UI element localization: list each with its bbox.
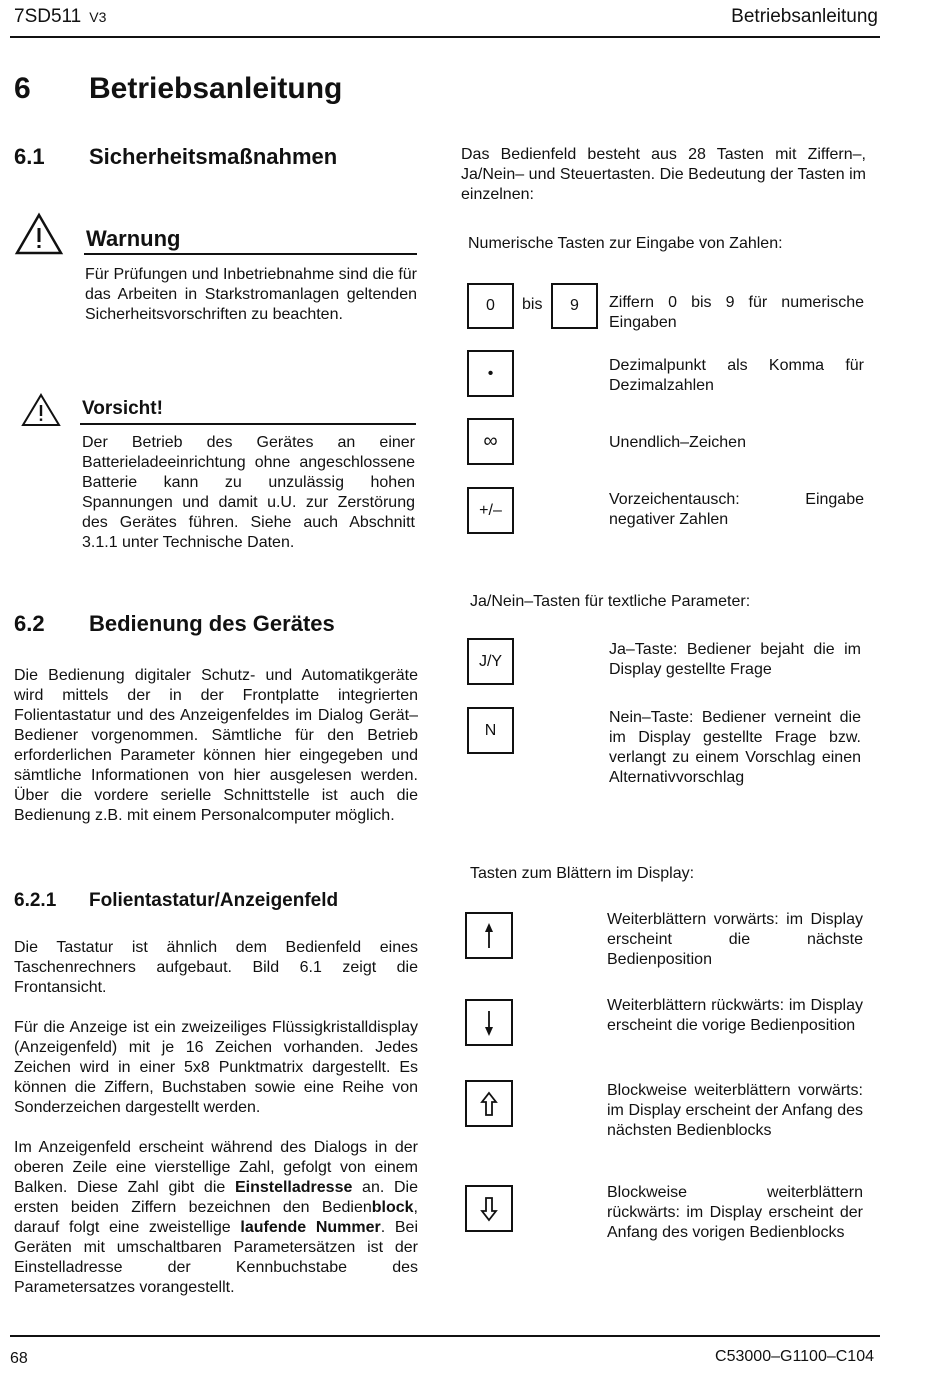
paragraph-address: Im Anzeigenfeld erscheint während des Dialogs in der oberen Zeile eine vierstellige Zahl, gefolgt von einem Balken. Diese Zahl gibt die Einstelladresse an. Die ersten beiden Ziffern bezeichnen den Bedienblock, darauf folgt eine zweistellige laufende Nummer. Bei Geräten mit umschaltbaren Parametersätzen ist der Einstelladresse der Kennbuchstabe des Parametersatzes vorangestellt. [14, 1139, 419, 1296]
desc-block-forward: Blockweise weiterblättern vorwärts: im Display erscheint der Anfang des nächsten Bedienblocks [607, 1082, 863, 1139]
section-title: Folientastatur/Anzeigenfeld [89, 890, 339, 911]
desc-scroll-forward: Weiterblättern vorwärts: im Display erscheint die nächste Bedienposition [607, 911, 863, 968]
section-number: 6.1 [14, 144, 45, 169]
chapter-number: 6 [14, 72, 31, 105]
numeric-keys-heading: Numerische Tasten zur Eingabe von Zahlen: [468, 235, 783, 252]
warning-title: Warnung [86, 226, 181, 251]
key-scroll-backward [465, 999, 513, 1046]
desc-infinity: Unendlich–Zeichen [609, 434, 746, 451]
document-id: C53000–G1100–C104 [715, 1348, 874, 1365]
section-title: Bedienung des Gerätes [89, 611, 335, 636]
header-product [14, 6, 106, 28]
bis-label: bis [522, 296, 543, 313]
section-number: 6.2 [14, 611, 45, 636]
desc-decimal-point: Dezimalpunkt als Komma für Dezimalzahlen [609, 357, 864, 394]
paragraph-display: Für die Anzeige ist ein zweizeiliges Flüssigkristalldisplay (Anzeigenfeld) mit je 16 Zeichen vorhanden. Jedes Zeichen wird in einer 5x8 Punktmatrix dargestellt. Es können die Ziffern, Buchstaben sowie eine Reihe von Sonderzeichen dargestellt werden. [14, 1019, 418, 1116]
key-sign-change: +/– [467, 487, 514, 534]
caution-rule [80, 423, 416, 425]
product-version: V3 [89, 9, 107, 25]
paragraph-keyboard: Die Tastatur ist ähnlich dem Bedienfeld eines Taschenrechners aufgebaut. Bild 6.1 zeigt die Frontansicht. [14, 939, 418, 996]
outlined-arrow-up-icon [480, 1091, 498, 1117]
desc-scroll-backward: Weiterblättern rückwärts: im Display erscheint die vorige Bedienposition [607, 997, 863, 1034]
desc-sign-change: Vorzeichentausch: Eingabe negativer Zahlen [609, 491, 864, 528]
product-name: 7SD511 [14, 6, 82, 27]
section-6-1-heading [14, 144, 337, 170]
keypad-intro: Das Bedienfeld besteht aus 28 Tasten mit Ziffern–, Ja/Nein– und Steuertasten. Die Bedeutung der Tasten im einzelnen: [461, 146, 866, 203]
key-no: N [467, 707, 514, 754]
section-6-2-text: Die Bedienung digitaler Schutz- und Automatikgeräte wird mittels der in der Frontplatte integrierten Folientastatur und des Anzeigenfeldes im Dialog Gerät–Bediener vorgenommen. Sämtliche für den Betrieb erforderlichen Parameter können hier eingegeben und sämtliche Informationen von hier ausgelesen werden. Über die vordere serielle Schnittstelle ist auch die Bedienung z.B. mit einem Personalcomputer möglich. [14, 667, 418, 824]
desc-digit-keys: Ziffern 0 bis 9 für numerische Eingaben [609, 294, 864, 331]
scroll-keys-heading: Tasten zum Blättern im Display: [470, 865, 695, 882]
key-scroll-forward [465, 912, 513, 959]
footer-rule [10, 1335, 880, 1337]
arrow-down-icon [482, 1009, 496, 1037]
key-block-backward [465, 1185, 513, 1232]
arrow-up-icon [482, 922, 496, 950]
section-6-2-1-heading [14, 890, 338, 912]
section-number: 6.2.1 [14, 890, 57, 911]
warning-rule [84, 253, 417, 255]
caution-triangle-icon [20, 392, 62, 428]
header-title: Betriebsanleitung [731, 6, 878, 27]
key-9: 9 [551, 283, 598, 329]
chapter-heading [14, 72, 342, 106]
warning-triangle-icon [14, 212, 64, 256]
key-yes: J/Y [467, 638, 514, 685]
warning-text: Für Prüfungen und Inbetriebnahme sind die für das Arbeiten in Starkstromanlagen geltenden Sicherheitsvorschriften zu beachten. [85, 266, 417, 323]
section-6-2-heading [14, 611, 335, 637]
key-block-forward [465, 1080, 513, 1127]
header-rule [10, 36, 880, 38]
desc-block-backward: Blockweise weiterblättern rückwärts: im Display erscheint der Anfang des vorigen Bedienblocks [607, 1184, 863, 1241]
caution-title: Vorsicht! [82, 398, 163, 419]
desc-yes: Ja–Taste: Bediener bejaht die im Display gestellte Frage [609, 641, 861, 678]
section-6-2-1-body [14, 938, 418, 1318]
key-infinity: ∞ [467, 418, 514, 465]
chapter-title: Betriebsanleitung [89, 72, 343, 105]
section-title: Sicherheitsmaßnahmen [89, 144, 338, 169]
yes-no-keys-heading: Ja/Nein–Tasten für textliche Parameter: [470, 593, 751, 610]
caution-text: Der Betrieb des Gerätes an einer Batterieladeeinrichtung ohne angeschlossene Batterie kann zu unzulässig hohen Spannungen und damit u.U. zur Zerstörung des Gerätes führen. Siehe auch Abschnitt 3.1.1 unter Technische Daten. [82, 434, 415, 551]
outlined-arrow-down-icon [480, 1196, 498, 1222]
page-number: 68 [10, 1350, 28, 1367]
key-decimal-point: • [467, 350, 514, 397]
key-0: 0 [467, 283, 514, 329]
desc-no: Nein–Taste: Bediener verneint die im Display gestellte Frage bzw. verlangt zu einem Vorschlag einen Alternativvorschlag [609, 709, 861, 786]
